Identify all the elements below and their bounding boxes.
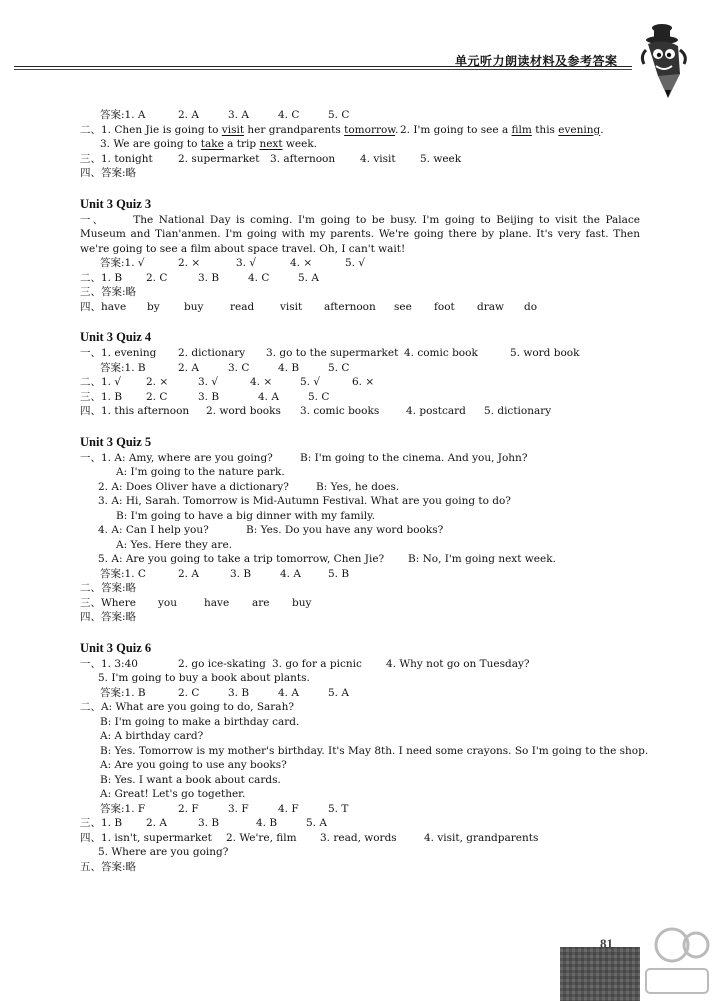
answer-item: 2. F bbox=[178, 802, 199, 815]
quiz3-section-four-row bbox=[80, 300, 640, 315]
answer-item: 5. √ bbox=[300, 376, 321, 388]
sentence-2: 2. I'm going to see a film this evening. bbox=[400, 123, 604, 136]
answer-item: 5. √ bbox=[345, 257, 366, 269]
answer-item: 4. B bbox=[278, 361, 300, 374]
word-item: visit bbox=[280, 300, 303, 313]
answer-item: 5. C bbox=[328, 361, 350, 374]
answer-item: 5. C bbox=[328, 109, 350, 121]
quiz5-dialogue-1 bbox=[80, 451, 640, 466]
word-item: 3. go to the supermarket bbox=[266, 347, 399, 359]
word-item: 3. go for a picnic bbox=[272, 657, 362, 670]
answer-item: 5. A bbox=[298, 271, 319, 284]
sentence-3: 3. We are going to take a trip next week. bbox=[100, 138, 318, 150]
quiz6-dialogue-line bbox=[80, 700, 640, 715]
answer-item: 4. × bbox=[290, 257, 313, 269]
quiz2-section-two-row bbox=[80, 123, 640, 138]
dialogue-line: 二、A: What are you going to do, Sarah? bbox=[80, 701, 294, 713]
answer-item: 6. × bbox=[352, 376, 375, 388]
quiz6-section-five: 五、答案:略 bbox=[80, 860, 137, 873]
dialogue-line: A: Yes. Here they are. bbox=[116, 538, 232, 551]
answer-item: 答案:1. √ bbox=[100, 257, 145, 269]
quiz6-dialogue-line bbox=[80, 729, 640, 744]
quiz6-section-one-row-2 bbox=[80, 671, 640, 686]
answer-item: 二、1. √ bbox=[80, 376, 122, 388]
dialogue-line: B: Yes, he does. bbox=[316, 480, 400, 493]
answer-item: 三、1. B bbox=[80, 390, 123, 403]
word-item: buy bbox=[292, 596, 312, 609]
answer-item: 3. √ bbox=[236, 257, 257, 269]
quiz5-dialogue-4 bbox=[80, 523, 640, 538]
answer-item: 4. C bbox=[278, 109, 300, 121]
dialogue-line: 2. A: Does Oliver have a dictionary? bbox=[98, 480, 289, 493]
quiz2-section-four: 四、答案:略 bbox=[80, 167, 137, 179]
pencil-mascot-icon bbox=[638, 22, 690, 100]
answer-item: 3. B bbox=[230, 567, 252, 580]
answer-item: 4. A bbox=[278, 686, 299, 699]
quiz5-section-two: 二、答案:略 bbox=[80, 582, 137, 594]
answer-item: 2. A bbox=[178, 361, 199, 374]
word-item: afternoon bbox=[324, 300, 376, 313]
quiz2-section-three-row bbox=[80, 152, 640, 167]
answer-item: 答案:1. F bbox=[100, 802, 146, 815]
quiz3-title: Unit 3 Quiz 3 bbox=[80, 196, 152, 211]
dialogue-line: A: I'm going to the nature park. bbox=[116, 466, 285, 478]
quiz6-dialogue-line bbox=[80, 744, 649, 759]
answer-item: 2. C bbox=[146, 390, 168, 403]
answer-item: 3. B bbox=[198, 390, 220, 403]
word-item: 2. supermarket bbox=[178, 152, 260, 165]
quiz6-section-one-row bbox=[80, 657, 640, 672]
dialogue-line: B: I'm going to the cinema. And you, John? bbox=[300, 451, 528, 464]
quiz2-answers-row bbox=[80, 108, 640, 123]
quiz5-section-three-row bbox=[80, 596, 640, 611]
word-item: 4. comic book bbox=[404, 347, 478, 359]
header-title: 单元听力朗读材料及参考答案 bbox=[455, 54, 618, 68]
dialogue-line: A: Are you going to use any books? bbox=[100, 759, 287, 771]
answer-item: 2. A bbox=[146, 817, 167, 829]
word-item: foot bbox=[434, 300, 455, 313]
word-item: 3. comic books bbox=[300, 405, 380, 417]
word-item: 2. dictionary bbox=[178, 347, 246, 359]
word-item: 5. dictionary bbox=[484, 405, 552, 417]
answer-item: 2. × bbox=[178, 257, 201, 269]
answer-item: 二、1. B bbox=[80, 271, 123, 284]
dialogue-line: B: Yes. I want a book about cards. bbox=[100, 773, 281, 786]
answer-item: 5. A bbox=[306, 817, 327, 829]
corner-watermark-stamp bbox=[560, 925, 710, 1001]
quiz5-dialogue-3b bbox=[80, 509, 640, 524]
header-rule-thin bbox=[14, 69, 632, 70]
quiz6-dialogue-line bbox=[80, 758, 640, 773]
answer-item: 三、1. B bbox=[80, 817, 123, 829]
word-item: 3. afternoon bbox=[270, 152, 336, 165]
answer-item: 4. A bbox=[258, 390, 279, 403]
answer-item: 答案:1. C bbox=[100, 567, 146, 580]
answer-item: 答案:1. B bbox=[100, 361, 146, 374]
dialogue-line: A: Great! Let's go together. bbox=[100, 788, 246, 800]
quiz5-dialogue-2 bbox=[80, 480, 640, 495]
word-item: 5. word book bbox=[510, 347, 580, 359]
quiz5-dialogue-1c bbox=[80, 465, 640, 480]
word-item: 3. read, words bbox=[320, 831, 397, 844]
dialogue-line: B: Yes. Do you have any word books? bbox=[246, 524, 444, 536]
quiz5-dialogue-3 bbox=[80, 494, 640, 509]
quiz3-section-two-row bbox=[80, 271, 640, 286]
answer-item: 2. × bbox=[146, 376, 169, 388]
word-item: have bbox=[204, 596, 230, 609]
word-item: 4. postcard bbox=[406, 405, 466, 417]
word-item: 4. visit bbox=[360, 152, 396, 165]
answer-item: 5. C bbox=[308, 390, 330, 403]
dialogue-line: A: A birthday card? bbox=[100, 730, 204, 742]
sentence-1: 二、1. Chen Jie is going to visit her grandparents tomorrow. bbox=[80, 123, 399, 136]
dialogue-line: 5. A: Are you going to take a trip tomorrow, Chen Jie? bbox=[98, 553, 385, 565]
word-item: 四、1. isn't, supermarket bbox=[80, 831, 212, 844]
dialogue-line: 一、1. A: Amy, where are you going? bbox=[80, 451, 273, 464]
word-item: read bbox=[230, 300, 255, 313]
dialogue-line: B: I'm going to make a birthday card. bbox=[100, 715, 300, 728]
word-item: buy bbox=[184, 300, 204, 313]
word-item: you bbox=[158, 596, 178, 609]
word-item: 一、1. 3:40 bbox=[80, 657, 138, 670]
word-item: 三、1. tonight bbox=[80, 152, 153, 165]
answer-item: 5. B bbox=[328, 567, 350, 580]
quiz5-title: Unit 3 Quiz 5 bbox=[80, 434, 152, 449]
word-item: 4. Why not go on Tuesday? bbox=[386, 657, 530, 670]
quiz5-dialogue-5 bbox=[80, 552, 640, 567]
quiz3-section-three: 三、答案:略 bbox=[80, 286, 137, 298]
word-item: do bbox=[524, 300, 538, 313]
quiz3-answers-row bbox=[80, 256, 640, 271]
quiz5-section-four: 四、答案:略 bbox=[80, 611, 137, 623]
answer-item: 3. A bbox=[228, 109, 249, 121]
word-item: 2. go ice-skating bbox=[178, 657, 266, 670]
answer-item: 4. F bbox=[278, 802, 299, 815]
quiz4-section-four-row bbox=[80, 404, 640, 419]
answer-item: 答案:1. A bbox=[100, 109, 146, 121]
word-item: 2. We're, film bbox=[226, 831, 297, 844]
quiz4-section-three-row bbox=[80, 390, 640, 405]
quiz4-title: Unit 3 Quiz 4 bbox=[80, 330, 152, 344]
quiz6-dialogue-line bbox=[80, 787, 640, 802]
header-rule bbox=[14, 66, 632, 67]
word-item: by bbox=[147, 300, 160, 313]
word-item: 5. week bbox=[420, 152, 462, 165]
answer-item: 3. B bbox=[198, 271, 220, 284]
word-item: 四、1. this afternoon bbox=[80, 405, 190, 417]
quiz6-title: Unit 3 Quiz 6 bbox=[80, 640, 152, 655]
answer-item: 3. √ bbox=[198, 376, 219, 388]
answer-item: 答案:1. B bbox=[100, 686, 146, 699]
quiz6-dialogue-line bbox=[80, 773, 640, 788]
quiz6-section-three-row bbox=[80, 816, 640, 831]
quiz5-dialogue-4c bbox=[80, 538, 640, 553]
word-item: 一、1. evening bbox=[80, 347, 157, 359]
answer-item: 2. A bbox=[178, 567, 199, 580]
quiz5-answers-row bbox=[80, 567, 640, 582]
word-item: see bbox=[394, 300, 412, 313]
answer-item: 5. A bbox=[328, 686, 349, 699]
answer-item: 4. B bbox=[256, 817, 278, 829]
answer-item: 3. F bbox=[228, 802, 249, 815]
answer-item: 3. B bbox=[198, 817, 220, 829]
word-item: are bbox=[252, 596, 270, 609]
answer-item: 5. T bbox=[328, 802, 349, 815]
quiz6-answers-row-2 bbox=[80, 802, 640, 817]
answer-item: 4. A bbox=[280, 567, 301, 580]
quiz4-section-two-row bbox=[80, 375, 640, 390]
dialogue-line: B: Yes. Tomorrow is my mother's birthday. It's May 8th. I need some crayons. So I'm going to the shop. bbox=[100, 744, 649, 757]
word-item: 三、Where bbox=[80, 596, 137, 609]
dialogue-line: B: I'm going to have a big dinner with my family. bbox=[116, 509, 376, 522]
quiz6-answers-row-1 bbox=[80, 686, 640, 701]
quiz4-answers-row bbox=[80, 361, 640, 376]
answer-content bbox=[80, 108, 649, 874]
dialogue-line: 4. A: Can I help you? bbox=[98, 524, 209, 536]
dialogue-line: 3. A: Hi, Sarah. Tomorrow is Mid-Autumn Festival. What are you going to do? bbox=[98, 495, 511, 507]
word-item: 四、have bbox=[80, 300, 127, 313]
word-item: 2. word books bbox=[206, 405, 281, 417]
answer-item: 4. × bbox=[250, 376, 273, 388]
quiz4-section-one-row bbox=[80, 346, 640, 361]
quiz6-dialogue-line bbox=[80, 715, 640, 730]
answer-item: 2. C bbox=[146, 271, 168, 284]
word-item: 4. visit, grandparents bbox=[424, 831, 539, 844]
answer-item: 3. B bbox=[228, 686, 250, 699]
quiz2-section-two-row-2 bbox=[80, 137, 640, 152]
dialogue-line: B: No, I'm going next week. bbox=[408, 553, 556, 565]
word-item: 5. Where are you going? bbox=[98, 846, 229, 858]
quiz6-section-four-row-2 bbox=[80, 845, 640, 860]
quiz3-passage: 一、 The National Day is coming. I'm going to be busy. I'm going to Beijing to visit the Palace Museum and Tian'anmen. I'm going with my parents. We're going there by plane. It's very fast. Then we're going to see a film about space travel. Oh, I can't wait! bbox=[80, 213, 641, 255]
answer-item: 2. A bbox=[178, 109, 199, 121]
answer-item: 3. C bbox=[228, 361, 250, 374]
word-item: 5. I'm going to buy a book about plants. bbox=[98, 672, 310, 684]
page-number: 81 bbox=[600, 936, 613, 951]
word-item: draw bbox=[477, 300, 504, 313]
quiz6-section-four-row bbox=[80, 831, 640, 846]
answer-item: 4. C bbox=[248, 271, 270, 284]
answer-item: 2. C bbox=[178, 686, 200, 699]
